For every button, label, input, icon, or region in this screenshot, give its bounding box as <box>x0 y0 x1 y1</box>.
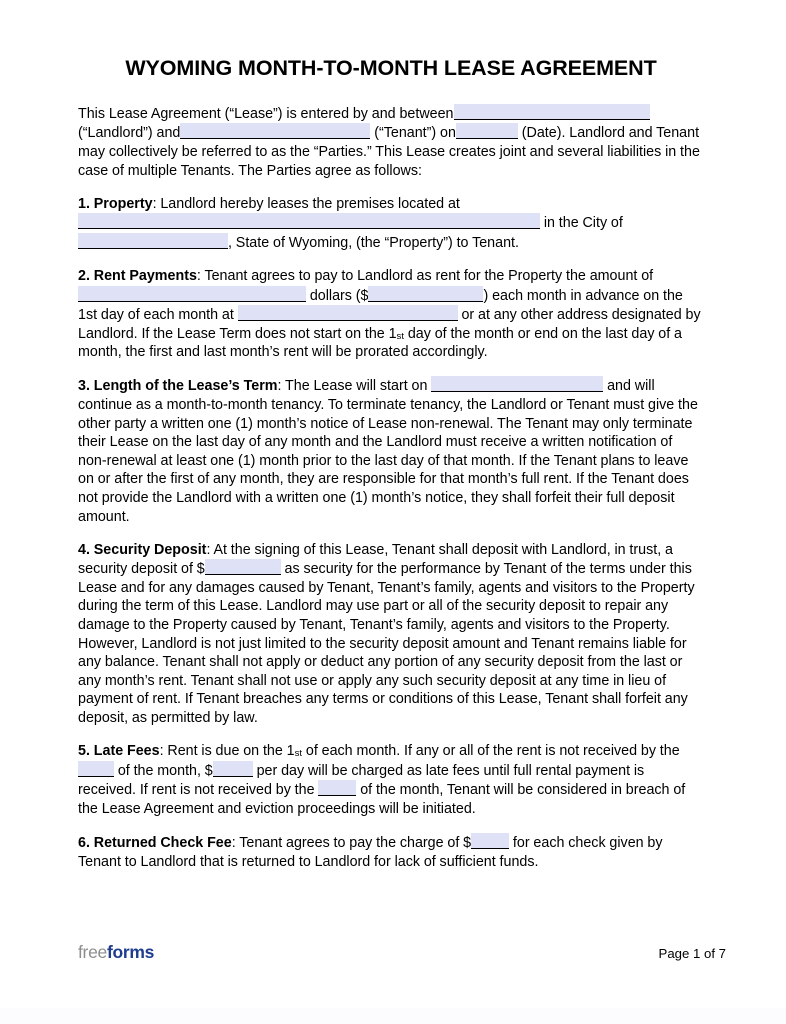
section-2-text-3: ) each month in advance on the 1st day of each month at <box>78 287 683 324</box>
section-1-heading: Property <box>93 195 153 212</box>
late-fee-day-field[interactable] <box>78 761 114 777</box>
ordinal-suffix-st: st <box>396 330 405 342</box>
section-2-heading: Rent Payments <box>93 267 197 284</box>
section-5-text-2: of the month, $ <box>117 762 213 779</box>
lease-date-field[interactable] <box>456 123 518 139</box>
section-4-heading: Security Deposit <box>93 541 207 558</box>
intro-text-1: This Lease Agreement (“Lease”) is entered by and between <box>78 105 454 122</box>
intro-text-4: (Date). Landlord and Tenant may collectively be referred to as the “Parties.” This Lease creates joint and several liabilities in the case of multiple Tenants. The Parties agree as follows: <box>78 125 700 179</box>
page-title: WYOMING MONTH-TO-MONTH LEASE AGREEMENT <box>125 56 657 80</box>
section-6-text-2: for each check given by Tenant to Landlord that is returned to Landlord for lack of sufficient funds. <box>78 834 663 870</box>
rent-amount-words-field[interactable] <box>78 286 306 302</box>
section-1-text-2: in the City of <box>543 215 623 232</box>
section-6-number: 6. <box>78 834 90 851</box>
intro-text-3: (“Tenant”) on <box>374 125 456 142</box>
section-5-number: 5. <box>78 743 90 760</box>
section-5-text-1a: : Rent is due on the 1 <box>159 743 295 760</box>
property-city-field[interactable] <box>78 233 228 249</box>
property-address-field[interactable] <box>78 213 540 229</box>
section-4-text-2: as security for the performance by Tenant of the terms under this Lease and for any damages caused by Tenant, Tenant’s family, agents and visitors to the Property during the term of this Lease. Landlord may use part or all of the security deposit to repair any damage to the Property caused by Tenant, Tenant’s family, agents and visitors to the Property. However, Landlord is not just limited to the security deposit amount and Tenant remains liable for any balance. Tenant shall not apply or deduct any portion of any security deposit from the last or any month’s rent. Tenant shall not use or apply any such security deposit at any time in lieu of payment of rent. If Tenant breaches any terms or conditions of this Lease, Tenant shall forfeit any deposit, as permitted by law. <box>78 561 695 727</box>
document-body <box>78 56 704 871</box>
tenant-name-field[interactable] <box>180 123 370 139</box>
section-1-text-1: : Landlord hereby leases the premises located at <box>152 195 460 212</box>
logo-text-forms: forms <box>106 942 155 962</box>
section-2-number: 2. <box>78 267 90 284</box>
page-bottom-edge <box>0 1008 786 1024</box>
section-2-text-4a: or at any other address designated by Landlord. If the Lease Term does not start on the 1 <box>78 307 701 342</box>
ordinal-suffix-st: st <box>294 748 303 760</box>
section-5-text-1c: of each month. If any or all of the rent is not received by the <box>302 743 680 760</box>
section-6-heading: Returned Check Fee <box>93 834 232 851</box>
section-late-fees <box>78 742 704 818</box>
freeforms-logo <box>78 942 154 963</box>
lease-start-date-field[interactable] <box>431 376 603 392</box>
section-2-text-2: dollars ($ <box>309 287 369 304</box>
logo-text-free: free <box>78 942 107 962</box>
breach-day-field[interactable] <box>318 780 356 796</box>
section-returned-check-fee <box>78 833 704 871</box>
section-1-number: 1. <box>78 195 90 212</box>
rent-amount-numeric-field[interactable] <box>368 286 483 302</box>
section-3-number: 3. <box>78 378 90 395</box>
page-number: Page 1 of 7 <box>658 946 726 961</box>
section-3-text-2: and will continue as a month-to-month tenancy. To terminate tenancy, the Landlord or Tenant must give the other party a written one (1) month’s notice of Lease non-renewal. The Tenant may only terminate their Lease on the last day of any month and the Landlord must receive a written notification of non-renewal at least one (1) month prior to the last day of that month. If the Tenant plans to leave on or after the first of any month, they are responsible for that month’s full rent. If the Tenant does not provide the Landlord with a written one (1) month’s notice, they shall forfeit their full deposit amount. <box>78 378 698 525</box>
section-security-deposit <box>78 541 704 728</box>
section-lease-term <box>78 376 704 526</box>
section-3-heading: Length of the Lease’s Term <box>93 378 278 395</box>
security-deposit-amount-field[interactable] <box>205 559 281 575</box>
section-3-text-1: : The Lease will start on <box>277 378 428 395</box>
section-rent-payments <box>78 267 704 362</box>
section-property <box>78 195 704 253</box>
late-fee-amount-field[interactable] <box>213 761 253 777</box>
section-5-text-4: of the month, Tenant will be considered in breach of the Lease Agreement and eviction proceedings will be initiated. <box>78 782 686 817</box>
landlord-name-field[interactable] <box>454 104 650 120</box>
section-4-number: 4. <box>78 541 90 558</box>
section-5-text-3: per day will be charged as late fees until full rental payment is received. If rent is not received by the <box>78 762 645 799</box>
intro-paragraph <box>78 104 704 180</box>
section-4-text-1: : At the signing of this Lease, Tenant shall deposit with Landlord, in trust, a security deposit of $ <box>78 541 673 578</box>
returned-check-fee-field[interactable] <box>471 833 509 849</box>
rent-payment-address-field[interactable] <box>238 305 458 321</box>
page-footer <box>78 942 726 976</box>
section-5-heading: Late Fees <box>93 743 160 760</box>
section-2-text-4c: day of the month or end on the last day of a month, the first and last month’s rent will be prorated accordingly. <box>78 325 682 361</box>
section-1-text-3: , State of Wyoming, (the “Property”) to Tenant. <box>228 234 519 251</box>
section-6-text-1: : Tenant agrees to pay the charge of $ <box>231 834 472 851</box>
section-2-text-1: : Tenant agrees to pay to Landlord as rent for the Property the amount of <box>196 267 654 284</box>
intro-text-2: (“Landlord”) and <box>78 125 181 142</box>
